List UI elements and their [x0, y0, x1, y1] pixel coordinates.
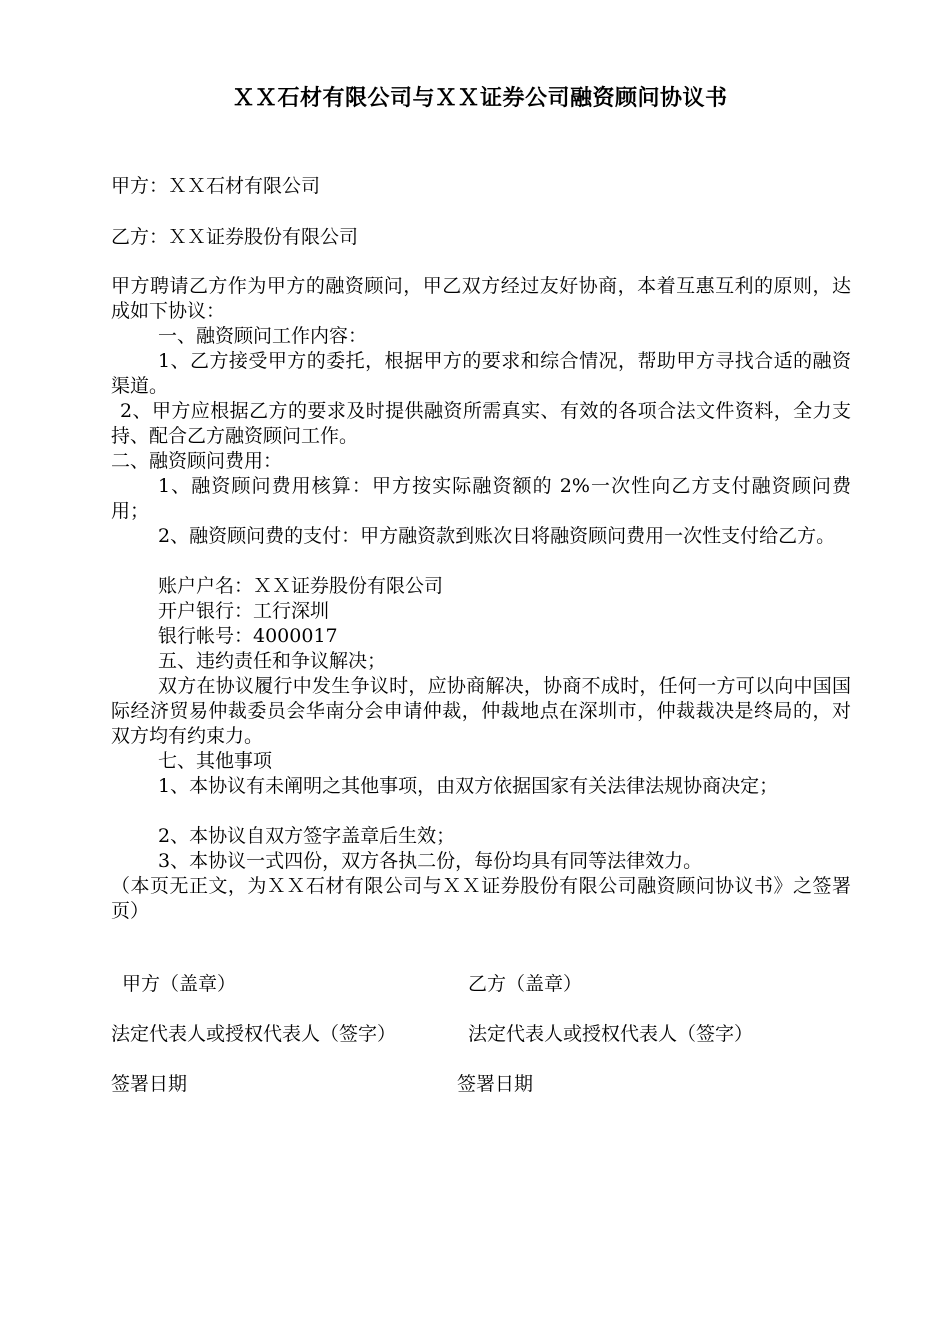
party-a: 甲方：ＸＸ石材有限公司	[111, 175, 321, 197]
section2-item2: 2、融资顾问费的支付：甲方融资款到账次日将融资顾问费用一次性支付给乙方。	[158, 525, 836, 547]
section5-text: 双方在协议履行中发生争议时，应协商解决，协商不成时，任何一方可以向中国国际经济贸易仲裁委员会华南分会申请仲裁，仲裁地点在深圳市，仲裁裁决是终局的，对双方均有约束力。	[111, 675, 851, 747]
party-b-representative-label: 法定代表人或授权代表人（签字）	[468, 1023, 754, 1045]
signature-page-note: （本页无正文，为ＸＸ石材有限公司与ＸＸ证券股份有限公司融资顾问协议书》之签署页）	[111, 875, 851, 922]
section1-item2: 2、甲方应根据乙方的要求及时提供融资所需真实、有效的各项合法文件资料，全力支持、配合乙方融资顾问工作。	[111, 400, 851, 447]
party-b-seal-label: 乙方（盖章）	[468, 973, 583, 995]
document-title: ＸＸ石材有限公司与ＸＸ证券公司融资顾问协议书	[232, 86, 728, 111]
section5-heading: 五、违约责任和争议解决；	[158, 650, 387, 672]
section7-item1: 1、本协议有未阐明之其他事项，由双方依据国家有关法律法规协商决定；	[158, 775, 779, 797]
section2-item1: 1、融资顾问费用核算：甲方按实际融资额的 2%一次性向乙方支付融资顾问费用；	[111, 475, 851, 522]
account-name: 账户户名：ＸＸ证券股份有限公司	[158, 575, 444, 597]
section2-heading: 二、融资顾问费用：	[111, 450, 283, 472]
section7-item3: 3、本协议一式四份，双方各执二份，每份均具有同等法律效力。	[158, 850, 703, 872]
party-a-date-label: 签署日期	[111, 1073, 188, 1095]
party-a-seal-label: 甲方（盖章）	[122, 973, 237, 995]
section7-heading: 七、其他事项	[158, 750, 273, 772]
bank-name: 开户银行：工行深圳	[158, 600, 330, 622]
section1-heading: 一、融资顾问工作内容：	[158, 325, 368, 347]
party-b: 乙方：ＸＸ证券股份有限公司	[111, 226, 359, 248]
account-number: 银行帐号：4000017	[158, 625, 338, 647]
party-a-representative-label: 法定代表人或授权代表人（签字）	[111, 1023, 397, 1045]
party-b-date-label: 签署日期	[457, 1073, 534, 1095]
intro-paragraph: 甲方聘请乙方作为甲方的融资顾问，甲乙双方经过友好协商，本着互惠互利的原则，达成如下协议：	[111, 275, 851, 322]
section1-item1: 1、乙方接受甲方的委托，根据甲方的要求和综合情况，帮助甲方寻找合适的融资渠道。	[111, 350, 851, 397]
section7-item2: 2、本协议自双方签字盖章后生效；	[158, 825, 456, 847]
